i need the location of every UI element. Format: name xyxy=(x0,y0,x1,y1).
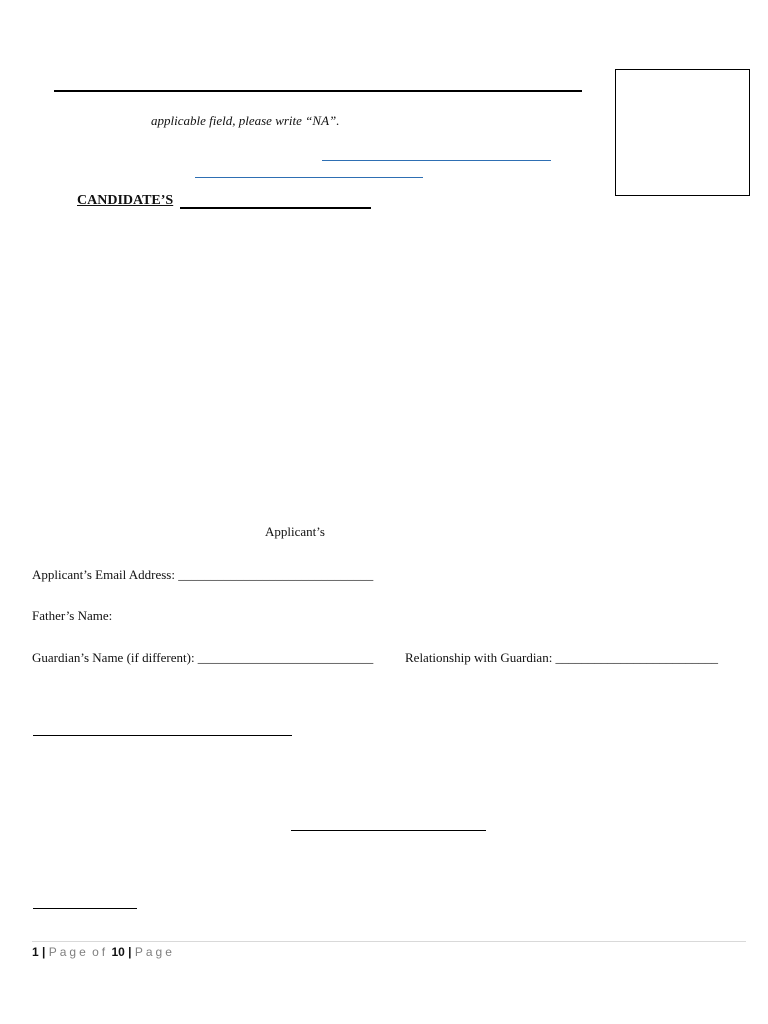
photo-box xyxy=(615,69,750,196)
email-field-line[interactable]: Applicant’s Email Address: ______________________________ xyxy=(32,567,374,582)
page-footer xyxy=(32,945,175,959)
footer-trailing-page-word: Page xyxy=(134,945,175,959)
blank-line-3[interactable] xyxy=(33,908,137,909)
footer-separator-2: | xyxy=(128,945,132,959)
top-heading-rule xyxy=(54,90,582,92)
footer-separator-1: | xyxy=(42,945,46,959)
relationship-field-line[interactable]: Relationship with Guardian: _________________________ xyxy=(405,650,719,665)
guardian-name-field-line[interactable]: Guardian’s Name (if different): ___________________________ xyxy=(32,650,374,665)
instruction-text: applicable field, please write “NA”. xyxy=(151,113,340,128)
link-underline-1[interactable] xyxy=(322,160,551,161)
total-pages: 10 xyxy=(111,945,125,959)
footer-page-word: Page xyxy=(48,945,89,959)
candidate-heading: CANDIDATE’S xyxy=(77,193,174,208)
father-name-field-line[interactable]: Father’s Name: xyxy=(32,608,113,623)
link-underline-2[interactable] xyxy=(195,177,423,178)
candidate-heading-rule xyxy=(180,207,371,209)
footer-rule xyxy=(32,941,746,942)
footer-of-word: of xyxy=(92,945,109,959)
blank-line-2[interactable] xyxy=(291,830,486,831)
section-label-applicant: Applicant’s xyxy=(265,524,325,539)
blank-line-1[interactable] xyxy=(33,735,292,736)
page-number: 1 xyxy=(32,945,39,959)
